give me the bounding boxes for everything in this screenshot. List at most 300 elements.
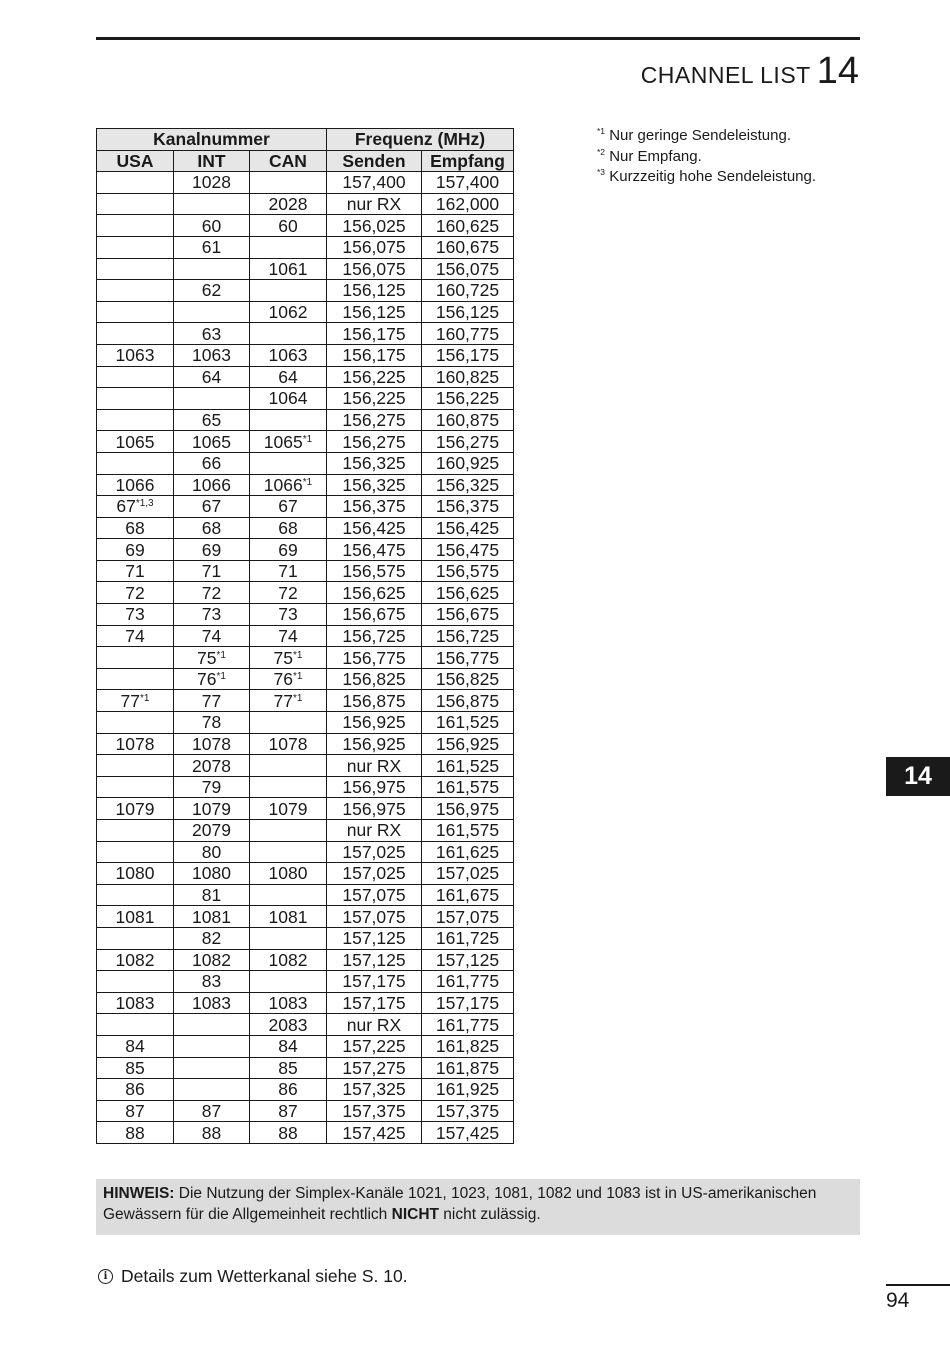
cell-can: 1064 — [250, 388, 327, 410]
cell-transmit: 157,025 — [327, 841, 422, 863]
column-header-transmit: Senden — [327, 150, 422, 172]
cell-receive: 161,675 — [422, 884, 514, 906]
footnote-marker: *1 — [140, 692, 150, 704]
cell-value: 76 — [197, 669, 217, 690]
cell-can: 84 — [250, 1035, 327, 1057]
cell-usa: 1079 — [97, 798, 174, 820]
info-text: Details zum Wetterkanal siehe S. 10. — [121, 1266, 408, 1286]
table-row — [97, 496, 514, 518]
cell-usa — [97, 647, 174, 669]
cell-transmit: 156,775 — [327, 647, 422, 669]
cell-transmit: 156,275 — [327, 409, 422, 431]
cell-int: 65 — [174, 409, 250, 431]
cell-transmit: nur RX — [327, 1014, 422, 1036]
column-header-usa: USA — [97, 150, 174, 172]
cell-usa — [97, 1014, 174, 1036]
cell-usa: 87 — [97, 1100, 174, 1122]
cell-int — [174, 1035, 250, 1057]
cell-receive: 161,525 — [422, 712, 514, 734]
cell-can — [250, 884, 327, 906]
table-row — [97, 280, 514, 302]
table-row — [97, 301, 514, 323]
cell-int: 68 — [174, 517, 250, 539]
table-row — [97, 409, 514, 431]
cell-usa — [97, 971, 174, 993]
cell-can: 72 — [250, 582, 327, 604]
cell-int: 1081 — [174, 906, 250, 928]
cell-value: 1066 — [263, 474, 303, 495]
cell-can: 1081 — [250, 906, 327, 928]
cell-can: 2028 — [250, 193, 327, 215]
table-row — [97, 1079, 514, 1101]
cell-receive: 157,175 — [422, 992, 514, 1014]
cell-usa — [97, 776, 174, 798]
cell-receive: 156,225 — [422, 388, 514, 410]
table-row — [97, 452, 514, 474]
cell-can: 1083 — [250, 992, 327, 1014]
table-row — [97, 1122, 514, 1144]
cell-transmit: 157,400 — [327, 172, 422, 194]
page-title — [641, 50, 859, 93]
cell-usa — [97, 690, 174, 712]
cell-int: 67 — [174, 496, 250, 518]
table-row — [97, 604, 514, 626]
cell-transmit: 156,325 — [327, 474, 422, 496]
table-row — [97, 668, 514, 690]
cell-transmit: 156,925 — [327, 712, 422, 734]
cell-can: 69 — [250, 539, 327, 561]
cell-int — [174, 301, 250, 323]
column-header-can: CAN — [250, 150, 327, 172]
cell-int: 61 — [174, 236, 250, 258]
cell-value: 75 — [197, 647, 217, 668]
cell-can: 1063 — [250, 344, 327, 366]
table-row — [97, 690, 514, 712]
cell-receive: 161,575 — [422, 776, 514, 798]
cell-usa — [97, 409, 174, 431]
cell-transmit: 156,075 — [327, 236, 422, 258]
cell-transmit: 156,825 — [327, 668, 422, 690]
footnote-marker: *1 — [216, 649, 226, 661]
cell-usa: 88 — [97, 1122, 174, 1144]
cell-int: 64 — [174, 366, 250, 388]
cell-usa — [97, 927, 174, 949]
cell-transmit: 156,225 — [327, 388, 422, 410]
cell-int: 1063 — [174, 344, 250, 366]
table-row — [97, 236, 514, 258]
cell-usa — [97, 755, 174, 777]
note-emphasis: NICHT — [391, 1206, 439, 1223]
cell-receive: 156,925 — [422, 733, 514, 755]
cell-int — [174, 1057, 250, 1079]
table-row — [97, 366, 514, 388]
footnote-marker: *1 — [293, 671, 303, 683]
cell-int: 78 — [174, 712, 250, 734]
cell-receive: 156,625 — [422, 582, 514, 604]
cell-receive: 156,725 — [422, 625, 514, 647]
footnote-marker: *1 — [293, 649, 303, 661]
cell-can — [250, 712, 327, 734]
cell-transmit: 156,425 — [327, 517, 422, 539]
cell-usa — [97, 668, 174, 690]
footnote-marker: *1 — [302, 433, 313, 445]
cell-transmit: 157,275 — [327, 1057, 422, 1079]
cell-usa: 1078 — [97, 733, 174, 755]
cell-transmit: 157,025 — [327, 863, 422, 885]
page-number-rule — [886, 1284, 950, 1286]
cell-can — [250, 690, 327, 712]
cell-transmit: 156,375 — [327, 496, 422, 518]
table-row — [97, 625, 514, 647]
cell-int: 83 — [174, 971, 250, 993]
cell-int: 1066 — [174, 474, 250, 496]
cell-receive: 156,275 — [422, 431, 514, 453]
cell-usa: 1063 — [97, 344, 174, 366]
table-row — [97, 949, 514, 971]
table-row — [97, 193, 514, 215]
table-row — [97, 906, 514, 928]
note-box — [96, 1179, 860, 1235]
cell-receive: 161,775 — [422, 971, 514, 993]
footnote-text: Nur geringe Sendeleistung. — [609, 127, 792, 144]
cell-can: 1062 — [250, 301, 327, 323]
cell-receive: 157,425 — [422, 1122, 514, 1144]
cell-receive: 156,875 — [422, 690, 514, 712]
cell-receive: 160,925 — [422, 452, 514, 474]
cell-receive: 162,000 — [422, 193, 514, 215]
cell-value: 77 — [273, 690, 293, 711]
cell-usa — [97, 258, 174, 280]
cell-usa: 1082 — [97, 949, 174, 971]
table-row — [97, 215, 514, 237]
cell-transmit: 156,175 — [327, 323, 422, 345]
table-row — [97, 647, 514, 669]
cell-can — [250, 431, 327, 453]
table-row — [97, 992, 514, 1014]
table-row — [97, 733, 514, 755]
footnote-text: Kurzzeitig hohe Sendeleistung. — [609, 168, 817, 186]
footnote-mark: *2 — [597, 146, 606, 157]
cell-can — [250, 647, 327, 669]
page-title-label: CHANNEL LIST — [640, 62, 811, 88]
cell-usa: 73 — [97, 604, 174, 626]
cell-can — [250, 474, 327, 496]
cell-transmit: 157,225 — [327, 1035, 422, 1057]
cell-int: 1082 — [174, 949, 250, 971]
column-header-receive: Empfang — [422, 150, 514, 172]
cell-usa — [97, 884, 174, 906]
cell-int — [174, 388, 250, 410]
cell-transmit: 156,075 — [327, 258, 422, 280]
cell-usa: 71 — [97, 560, 174, 582]
cell-transmit: 156,275 — [327, 431, 422, 453]
table-row — [97, 863, 514, 885]
footnote-marker: *1 — [216, 671, 226, 683]
cell-int: 2078 — [174, 755, 250, 777]
cell-can: 68 — [250, 517, 327, 539]
cell-usa — [97, 366, 174, 388]
info-line — [98, 1266, 408, 1287]
cell-int: 1065 — [174, 431, 250, 453]
cell-can: 87 — [250, 1100, 327, 1122]
cell-receive: 160,675 — [422, 236, 514, 258]
cell-usa — [97, 193, 174, 215]
table-row — [97, 1035, 514, 1057]
cell-can — [250, 668, 327, 690]
cell-transmit: nur RX — [327, 755, 422, 777]
cell-receive: 160,825 — [422, 366, 514, 388]
cell-can: 1061 — [250, 258, 327, 280]
table-row — [97, 388, 514, 410]
table-row — [97, 841, 514, 863]
cell-receive: 156,375 — [422, 496, 514, 518]
cell-int — [174, 193, 250, 215]
cell-receive: 156,775 — [422, 647, 514, 669]
cell-usa — [97, 301, 174, 323]
cell-int: 66 — [174, 452, 250, 474]
cell-transmit: 156,675 — [327, 604, 422, 626]
footnote-mark: *3 — [597, 167, 606, 178]
top-rule — [96, 37, 860, 40]
column-header-int: INT — [174, 150, 250, 172]
cell-int: 72 — [174, 582, 250, 604]
cell-receive: 161,925 — [422, 1079, 514, 1101]
note-text: Die Nutzung der Simplex-Kanäle 1021, 1023, 1081, 1082 und 1083 ist in US-amerikanischen Gewässern für die Allgemeinheit rechtlich — [103, 1185, 817, 1223]
cell-transmit: 156,325 — [327, 452, 422, 474]
cell-receive: 156,475 — [422, 539, 514, 561]
cell-receive: 157,400 — [422, 172, 514, 194]
cell-usa: 1065 — [97, 431, 174, 453]
cell-receive: 161,625 — [422, 841, 514, 863]
cell-usa — [97, 388, 174, 410]
cell-can: 85 — [250, 1057, 327, 1079]
cell-transmit: 156,975 — [327, 776, 422, 798]
cell-value: 67 — [116, 496, 136, 517]
cell-receive: 156,125 — [422, 301, 514, 323]
cell-transmit: 156,225 — [327, 366, 422, 388]
footnote-text: Nur Empfang. — [609, 147, 702, 165]
cell-int: 80 — [174, 841, 250, 863]
cell-can — [250, 971, 327, 993]
cell-int: 1078 — [174, 733, 250, 755]
cell-can — [250, 755, 327, 777]
cell-transmit: 156,475 — [327, 539, 422, 561]
cell-receive: 156,825 — [422, 668, 514, 690]
cell-receive: 156,075 — [422, 258, 514, 280]
cell-receive: 156,975 — [422, 798, 514, 820]
cell-transmit: 156,025 — [327, 215, 422, 237]
group-header-row — [97, 129, 514, 151]
cell-int: 79 — [174, 776, 250, 798]
channel-rows — [97, 172, 514, 1144]
cell-usa: 1066 — [97, 474, 174, 496]
table-row — [97, 431, 514, 453]
chapter-side-tab[interactable]: 14 — [886, 757, 950, 796]
note-text-end: nicht zulässig. — [443, 1206, 541, 1223]
cell-receive: 160,625 — [422, 215, 514, 237]
table-row — [97, 344, 514, 366]
cell-value: 1065 — [263, 431, 303, 452]
cell-can — [250, 409, 327, 431]
cell-can: 88 — [250, 1122, 327, 1144]
note-label: HINWEIS: — [103, 1185, 175, 1202]
table-row — [97, 1057, 514, 1079]
table-row — [97, 776, 514, 798]
cell-usa — [97, 215, 174, 237]
cell-int: 1028 — [174, 172, 250, 194]
cell-usa — [97, 496, 174, 518]
cell-transmit: 156,175 — [327, 344, 422, 366]
cell-transmit: 157,075 — [327, 884, 422, 906]
cell-usa: 84 — [97, 1035, 174, 1057]
cell-receive: 161,575 — [422, 820, 514, 842]
cell-transmit: 156,925 — [327, 733, 422, 755]
cell-transmit: 157,325 — [327, 1079, 422, 1101]
cell-transmit: 157,175 — [327, 971, 422, 993]
table-row — [97, 1100, 514, 1122]
cell-can: 1078 — [250, 733, 327, 755]
cell-receive: 161,825 — [422, 1035, 514, 1057]
cell-int: 1079 — [174, 798, 250, 820]
footnote-marker: *1 — [302, 476, 313, 488]
cell-can: 2083 — [250, 1014, 327, 1036]
cell-can — [250, 776, 327, 798]
group-header-frequency: Frequenz (MHz) — [327, 129, 514, 151]
cell-can — [250, 280, 327, 302]
page-number: 94 — [886, 1289, 910, 1312]
table-row — [97, 560, 514, 582]
cell-can: 86 — [250, 1079, 327, 1101]
cell-usa — [97, 323, 174, 345]
cell-int: 69 — [174, 539, 250, 561]
cell-int — [174, 258, 250, 280]
cell-receive: 160,725 — [422, 280, 514, 302]
cell-int — [174, 1079, 250, 1101]
cell-int: 87 — [174, 1100, 250, 1122]
cell-int — [174, 668, 250, 690]
cell-receive: 160,775 — [422, 323, 514, 345]
cell-receive: 157,025 — [422, 863, 514, 885]
footnote — [597, 126, 816, 147]
cell-usa — [97, 236, 174, 258]
cell-can: 73 — [250, 604, 327, 626]
table-row — [97, 798, 514, 820]
cell-transmit: 157,075 — [327, 906, 422, 928]
cell-receive: 156,425 — [422, 517, 514, 539]
cell-can: 71 — [250, 560, 327, 582]
cell-receive: 156,575 — [422, 560, 514, 582]
table-row — [97, 820, 514, 842]
footnote — [597, 147, 816, 168]
cell-receive: 161,775 — [422, 1014, 514, 1036]
cell-int: 2079 — [174, 820, 250, 842]
footnote-marker: *1,3 — [135, 498, 154, 510]
table-row — [97, 517, 514, 539]
cell-transmit: 157,375 — [327, 1100, 422, 1122]
cell-can: 74 — [250, 625, 327, 647]
cell-can — [250, 820, 327, 842]
cell-transmit: 156,125 — [327, 301, 422, 323]
chapter-number: 14 — [816, 50, 859, 92]
cell-receive: 156,675 — [422, 604, 514, 626]
group-header-channel: Kanalnummer — [97, 129, 327, 151]
cell-usa — [97, 280, 174, 302]
cell-int: 60 — [174, 215, 250, 237]
table-row — [97, 172, 514, 194]
cell-transmit: 156,125 — [327, 280, 422, 302]
cell-int: 1083 — [174, 992, 250, 1014]
cell-can: 1079 — [250, 798, 327, 820]
table-row — [97, 971, 514, 993]
cell-can: 60 — [250, 215, 327, 237]
cell-can: 67 — [250, 496, 327, 518]
cell-transmit: 156,625 — [327, 582, 422, 604]
cell-receive: 157,375 — [422, 1100, 514, 1122]
cell-usa — [97, 712, 174, 734]
cell-receive: 161,725 — [422, 927, 514, 949]
cell-int: 1080 — [174, 863, 250, 885]
cell-usa: 72 — [97, 582, 174, 604]
cell-int: 77 — [174, 690, 250, 712]
cell-int: 62 — [174, 280, 250, 302]
cell-usa: 1081 — [97, 906, 174, 928]
cell-usa — [97, 841, 174, 863]
table-row — [97, 323, 514, 345]
cell-int: 71 — [174, 560, 250, 582]
cell-receive: 156,325 — [422, 474, 514, 496]
table-row — [97, 927, 514, 949]
cell-can: 1082 — [250, 949, 327, 971]
cell-usa: 85 — [97, 1057, 174, 1079]
cell-int: 81 — [174, 884, 250, 906]
cell-transmit: 156,575 — [327, 560, 422, 582]
table-row — [97, 474, 514, 496]
cell-int: 74 — [174, 625, 250, 647]
cell-can — [250, 841, 327, 863]
cell-transmit: 157,425 — [327, 1122, 422, 1144]
footnote-mark: *1 — [597, 126, 606, 136]
cell-int: 63 — [174, 323, 250, 345]
channel-table — [96, 128, 514, 1144]
cell-int — [174, 647, 250, 669]
cell-int: 73 — [174, 604, 250, 626]
cell-can — [250, 236, 327, 258]
cell-value: 76 — [273, 669, 293, 690]
cell-can — [250, 927, 327, 949]
cell-receive: 160,875 — [422, 409, 514, 431]
cell-usa: 68 — [97, 517, 174, 539]
cell-int — [174, 1014, 250, 1036]
cell-usa: 74 — [97, 625, 174, 647]
table-row — [97, 712, 514, 734]
cell-can — [250, 323, 327, 345]
cell-receive: 156,175 — [422, 344, 514, 366]
cell-usa: 86 — [97, 1079, 174, 1101]
table-row — [97, 258, 514, 280]
cell-usa — [97, 452, 174, 474]
table-row — [97, 1014, 514, 1036]
table-row — [97, 884, 514, 906]
cell-receive: 157,125 — [422, 949, 514, 971]
cell-value: 75 — [273, 647, 293, 668]
cell-int: 82 — [174, 927, 250, 949]
info-circle-icon: i — [98, 1269, 113, 1284]
cell-transmit: nur RX — [327, 820, 422, 842]
table-row — [97, 582, 514, 604]
cell-transmit: 156,725 — [327, 625, 422, 647]
cell-can — [250, 172, 327, 194]
cell-usa — [97, 172, 174, 194]
